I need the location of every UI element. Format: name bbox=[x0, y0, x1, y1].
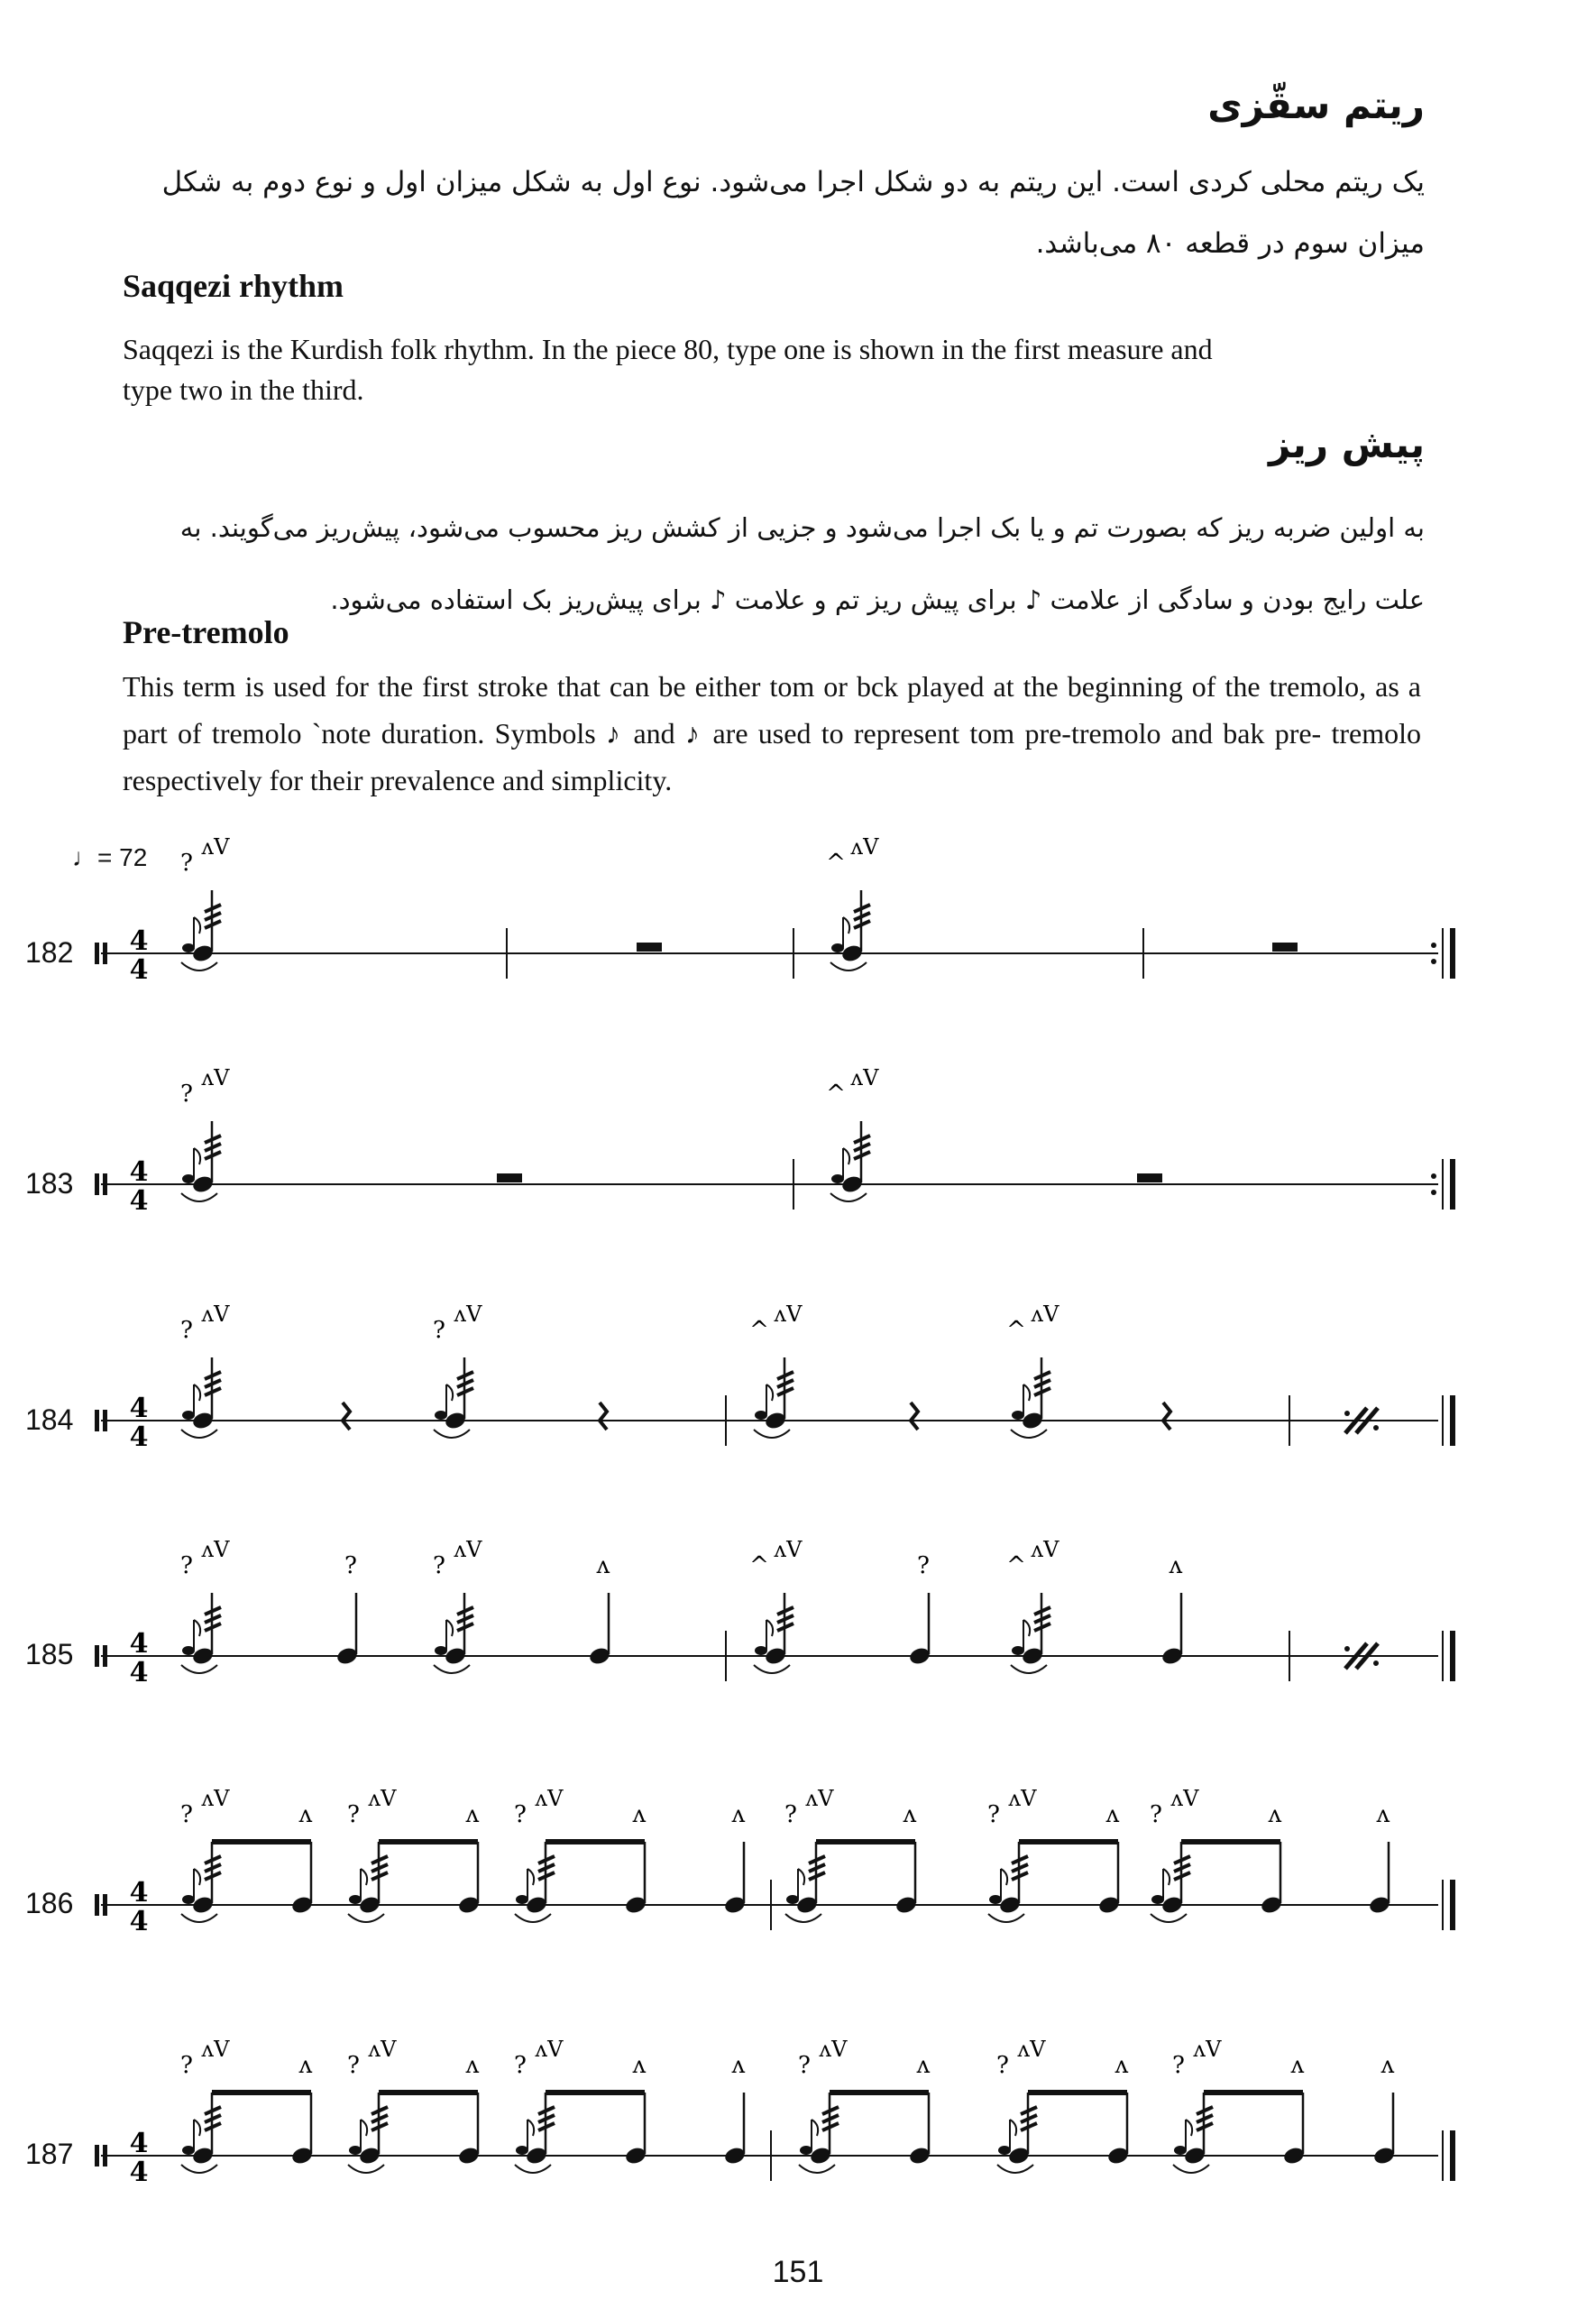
slur bbox=[830, 1193, 867, 1201]
stroke-mark: ? bbox=[433, 1317, 445, 1344]
grace-flag bbox=[361, 1869, 367, 1885]
stroke-mark: ʌ bbox=[916, 2052, 931, 2079]
grace-flag bbox=[527, 1869, 534, 1885]
accent-mark: ʌV bbox=[368, 2037, 397, 2062]
grace-flag bbox=[843, 1148, 849, 1164]
final-barline bbox=[1450, 1880, 1455, 1930]
stroke-mark: ^ bbox=[1006, 1317, 1026, 1344]
grace-note bbox=[182, 943, 195, 952]
time-signature: 4 bbox=[129, 1877, 149, 1909]
quarter-rest bbox=[600, 1403, 607, 1430]
final-barline bbox=[1450, 1159, 1455, 1210]
stroke-mark: ʌ bbox=[632, 2052, 647, 2079]
measure-repeat bbox=[1344, 1411, 1350, 1416]
grace-note bbox=[182, 1895, 195, 1904]
stroke-mark: ʌ bbox=[596, 1552, 610, 1579]
accent-mark: ʌV bbox=[774, 1302, 803, 1327]
english-heading-saqqezi: Saqqezi rhythm bbox=[123, 268, 344, 304]
grace-note bbox=[182, 1646, 195, 1655]
grace-note bbox=[755, 1646, 767, 1655]
grace-flag bbox=[1010, 2120, 1016, 2136]
accent-mark: ʌV bbox=[535, 1786, 564, 1811]
grace-flag bbox=[194, 1620, 200, 1636]
grace-note bbox=[1151, 1895, 1164, 1904]
exercise-number: 184 bbox=[25, 1403, 74, 1436]
final-barline bbox=[1450, 1395, 1455, 1446]
persian-paragraph-saqqezi: یک ریتم محلی کردی است. این ریتم به دو شکل اجرا می‌شود. نوع اول به شکل میزان اول و نوع دوم به شکل میزان سوم در قطعه ۸۰ می‌باشد. bbox=[161, 166, 1425, 260]
stroke-mark: ^ bbox=[826, 850, 846, 877]
half-rest bbox=[1137, 1173, 1162, 1182]
persian-heading-saqqezi: ریتم سقّزی bbox=[1207, 83, 1425, 127]
stroke-mark: ^ bbox=[749, 1552, 769, 1579]
grace-flag bbox=[766, 1620, 773, 1636]
percussion-clef bbox=[103, 2145, 107, 2166]
grace-note bbox=[182, 1174, 195, 1183]
stroke-mark: ? bbox=[180, 1317, 193, 1344]
percussion-clef bbox=[95, 1645, 99, 1667]
grace-note bbox=[998, 2146, 1011, 2155]
percussion-clef bbox=[103, 1645, 107, 1667]
accent-mark: ʌV bbox=[1193, 2037, 1222, 2062]
grace-note bbox=[989, 1895, 1002, 1904]
slur bbox=[785, 1914, 821, 1922]
slur bbox=[997, 2165, 1033, 2173]
exercise-number: 186 bbox=[25, 1887, 74, 1919]
percussion-clef bbox=[103, 943, 107, 964]
accent-mark: ʌV bbox=[201, 1302, 230, 1327]
quarter-rest bbox=[1163, 1403, 1170, 1430]
accent-mark: ʌV bbox=[201, 1537, 230, 1562]
slur bbox=[181, 962, 217, 971]
slur bbox=[754, 1665, 790, 1673]
grace-flag bbox=[527, 2120, 534, 2136]
stroke-mark: ? bbox=[433, 1552, 445, 1579]
accent-mark: ʌV bbox=[819, 2037, 848, 2062]
grace-flag bbox=[843, 917, 849, 934]
percussion-clef bbox=[103, 1173, 107, 1195]
stroke-mark: ? bbox=[1172, 2052, 1185, 2079]
grace-flag bbox=[1186, 2120, 1192, 2136]
accent-mark: ʌV bbox=[850, 1065, 879, 1090]
grace-flag bbox=[1023, 1620, 1030, 1636]
final-barline bbox=[1450, 2130, 1455, 2181]
grace-flag bbox=[361, 2120, 367, 2136]
repeat-dot bbox=[1431, 1173, 1436, 1179]
percussion-clef bbox=[95, 943, 99, 964]
stroke-mark: ʌ bbox=[731, 1801, 746, 1828]
accent-mark: ʌV bbox=[1170, 1786, 1199, 1811]
accent-mark: ʌV bbox=[805, 1786, 834, 1811]
stroke-mark: ? bbox=[987, 1801, 1000, 1828]
slur bbox=[515, 1914, 551, 1922]
grace-flag bbox=[798, 1869, 804, 1885]
slur bbox=[515, 2165, 551, 2173]
stroke-mark: ? bbox=[514, 1801, 527, 1828]
accent-mark: ʌV bbox=[201, 834, 230, 860]
grace-flag bbox=[812, 2120, 818, 2136]
stroke-mark: ? bbox=[344, 1552, 357, 1579]
grace-note bbox=[831, 1174, 844, 1183]
quarter-rest bbox=[343, 1403, 350, 1430]
grace-note bbox=[1174, 2146, 1187, 2155]
stroke-mark: ʌ bbox=[298, 2052, 313, 2079]
grace-flag bbox=[1001, 1869, 1007, 1885]
time-signature: 4 bbox=[129, 1421, 149, 1453]
stroke-mark: ʌ bbox=[731, 2052, 746, 2079]
accent-mark: ʌV bbox=[1017, 2037, 1046, 2062]
grace-flag bbox=[194, 917, 200, 934]
time-signature: 4 bbox=[129, 1393, 149, 1424]
slur bbox=[1173, 2165, 1209, 2173]
grace-flag bbox=[1163, 1869, 1169, 1885]
repeat-dot bbox=[1431, 943, 1436, 948]
grace-note bbox=[516, 1895, 528, 1904]
slur bbox=[1151, 1914, 1187, 1922]
measure-repeat bbox=[1373, 1660, 1379, 1666]
accent-mark: ʌV bbox=[1008, 1786, 1037, 1811]
slur bbox=[434, 1430, 470, 1438]
grace-note bbox=[831, 943, 844, 952]
exercise-number: 183 bbox=[25, 1167, 74, 1200]
grace-flag bbox=[194, 1148, 200, 1164]
grace-flag bbox=[1023, 1384, 1030, 1401]
stroke-mark: ^ bbox=[826, 1081, 846, 1108]
repeat-dot bbox=[1431, 959, 1436, 964]
stroke-mark: ? bbox=[347, 2052, 360, 2079]
stroke-mark: ? bbox=[180, 1081, 193, 1108]
stroke-mark: ^ bbox=[1006, 1552, 1026, 1579]
measure-repeat bbox=[1344, 1646, 1350, 1651]
measure-repeat bbox=[1373, 1425, 1379, 1430]
slur bbox=[1011, 1665, 1047, 1673]
grace-note bbox=[755, 1411, 767, 1420]
grace-note bbox=[182, 2146, 195, 2155]
slur bbox=[181, 1914, 217, 1922]
tempo-marking: ♩= 72 bbox=[72, 843, 148, 871]
percussion-clef bbox=[95, 1410, 99, 1431]
percussion-clef bbox=[95, 1894, 99, 1916]
percussion-clef bbox=[95, 1173, 99, 1195]
time-signature: 4 bbox=[129, 2157, 149, 2188]
persian-paragraph-pre-tremolo: به اولین ضربه ریز که بصورت تم و یا بک اجرا می‌شود و جزیی از کشش ریز محسوب می‌شود، پیش‌ریز می‌گویند. به علت رایج بودن و سادگی از علامت ♪ برای پیش ریز تم و علامت ♪ برای پیش‌ریز بک استفاده می‌شود. bbox=[179, 512, 1425, 615]
stroke-mark: ʌ bbox=[1290, 2052, 1305, 2079]
stroke-mark: ʌ bbox=[1105, 1801, 1120, 1828]
stroke-mark: ʌ bbox=[632, 1801, 647, 1828]
stroke-mark: ʌ bbox=[1268, 1801, 1282, 1828]
stroke-mark: ʌ bbox=[903, 1801, 917, 1828]
stroke-mark: ? bbox=[180, 1552, 193, 1579]
slur bbox=[181, 1430, 217, 1438]
time-signature: 4 bbox=[129, 1906, 149, 1937]
accent-mark: ʌV bbox=[454, 1302, 482, 1327]
slur bbox=[181, 2165, 217, 2173]
page-number: 151 bbox=[772, 2255, 824, 2289]
stroke-mark: ʌ bbox=[1169, 1552, 1183, 1579]
percussion-clef bbox=[103, 1894, 107, 1916]
accent-mark: ʌV bbox=[201, 1786, 230, 1811]
grace-flag bbox=[766, 1384, 773, 1401]
slur bbox=[830, 962, 867, 971]
english-paragraph-saqqezi: Saqqezi is the Kurdish folk rhythm. In the piece 80, type one is shown in the first measure and type two in the third. bbox=[123, 333, 1213, 406]
grace-note bbox=[435, 1646, 447, 1655]
accent-mark: ʌV bbox=[535, 2037, 564, 2062]
accent-mark: ʌV bbox=[201, 2037, 230, 2062]
slur bbox=[348, 2165, 384, 2173]
accent-mark: ʌV bbox=[1031, 1302, 1059, 1327]
grace-note bbox=[516, 2146, 528, 2155]
repeat-dot bbox=[1431, 1190, 1436, 1195]
english-paragraph-pre-tremolo: This term is used for the first stroke that can be either tom or bck played at the beginning of the tremolo, as a part of tremolo `note duration. Symbols ♪ and ♪ are used to represent tom pre-tremolo and bak pre- tremolo respectively for their prevalence and simplicity. bbox=[123, 670, 1421, 796]
slur bbox=[434, 1665, 470, 1673]
stroke-mark: ? bbox=[917, 1552, 930, 1579]
accent-mark: ʌV bbox=[774, 1537, 803, 1562]
exercise-number: 185 bbox=[25, 1638, 74, 1670]
quarter-rest bbox=[911, 1403, 918, 1430]
stroke-mark: ? bbox=[347, 1801, 360, 1828]
grace-flag bbox=[446, 1620, 453, 1636]
slur bbox=[181, 1665, 217, 1673]
exercise-number: 187 bbox=[25, 2138, 74, 2170]
stroke-mark: ? bbox=[996, 2052, 1009, 2079]
stroke-mark: ? bbox=[514, 2052, 527, 2079]
half-rest bbox=[1272, 943, 1298, 952]
grace-note bbox=[800, 2146, 812, 2155]
stroke-mark: ? bbox=[180, 2052, 193, 2079]
accent-mark: ʌV bbox=[368, 1786, 397, 1811]
stroke-mark: ʌ bbox=[1114, 2052, 1129, 2079]
stroke-mark: ? bbox=[784, 1801, 797, 1828]
half-rest bbox=[497, 1173, 522, 1182]
time-signature: 4 bbox=[129, 954, 149, 986]
time-signature: 4 bbox=[129, 1628, 149, 1660]
time-signature: 4 bbox=[129, 1156, 149, 1188]
stroke-mark: ^ bbox=[749, 1317, 769, 1344]
grace-flag bbox=[194, 1869, 200, 1885]
grace-flag bbox=[446, 1384, 453, 1401]
stroke-mark: ʌ bbox=[298, 1801, 313, 1828]
percussion-clef bbox=[103, 1410, 107, 1431]
accent-mark: ʌV bbox=[201, 1065, 230, 1090]
grace-note bbox=[1012, 1646, 1024, 1655]
stroke-mark: ? bbox=[798, 2052, 811, 2079]
final-barline bbox=[1450, 1631, 1455, 1681]
slur bbox=[754, 1430, 790, 1438]
stroke-mark: ʌ bbox=[1380, 2052, 1395, 2079]
grace-note bbox=[1012, 1411, 1024, 1420]
half-rest bbox=[637, 943, 662, 952]
accent-mark: ʌV bbox=[454, 1537, 482, 1562]
final-barline bbox=[1450, 928, 1455, 979]
grace-flag bbox=[194, 2120, 200, 2136]
percussion-clef bbox=[95, 2145, 99, 2166]
slur bbox=[799, 2165, 835, 2173]
grace-flag bbox=[194, 1384, 200, 1401]
grace-note bbox=[786, 1895, 799, 1904]
slur bbox=[181, 1193, 217, 1201]
stroke-mark: ʌ bbox=[465, 1801, 480, 1828]
time-signature: 4 bbox=[129, 2128, 149, 2159]
stroke-mark: ? bbox=[1150, 1801, 1162, 1828]
time-signature: 4 bbox=[129, 1185, 149, 1217]
slur bbox=[1011, 1430, 1047, 1438]
persian-heading-pre-tremolo: پیش ریز bbox=[1269, 422, 1425, 466]
grace-note bbox=[182, 1411, 195, 1420]
english-heading-pre-tremolo: Pre-tremolo bbox=[123, 614, 289, 650]
stroke-mark: ? bbox=[180, 850, 193, 877]
stroke-mark: ʌ bbox=[465, 2052, 480, 2079]
stroke-mark: ? bbox=[180, 1801, 193, 1828]
slur bbox=[348, 1914, 384, 1922]
grace-note bbox=[349, 2146, 362, 2155]
time-signature: 4 bbox=[129, 925, 149, 957]
accent-mark: ʌV bbox=[850, 834, 879, 860]
time-signature: 4 bbox=[129, 1657, 149, 1688]
slur bbox=[988, 1914, 1024, 1922]
grace-note bbox=[349, 1895, 362, 1904]
accent-mark: ʌV bbox=[1031, 1537, 1059, 1562]
stroke-mark: ʌ bbox=[1376, 1801, 1390, 1828]
grace-note bbox=[435, 1411, 447, 1420]
exercise-number: 182 bbox=[25, 936, 74, 969]
